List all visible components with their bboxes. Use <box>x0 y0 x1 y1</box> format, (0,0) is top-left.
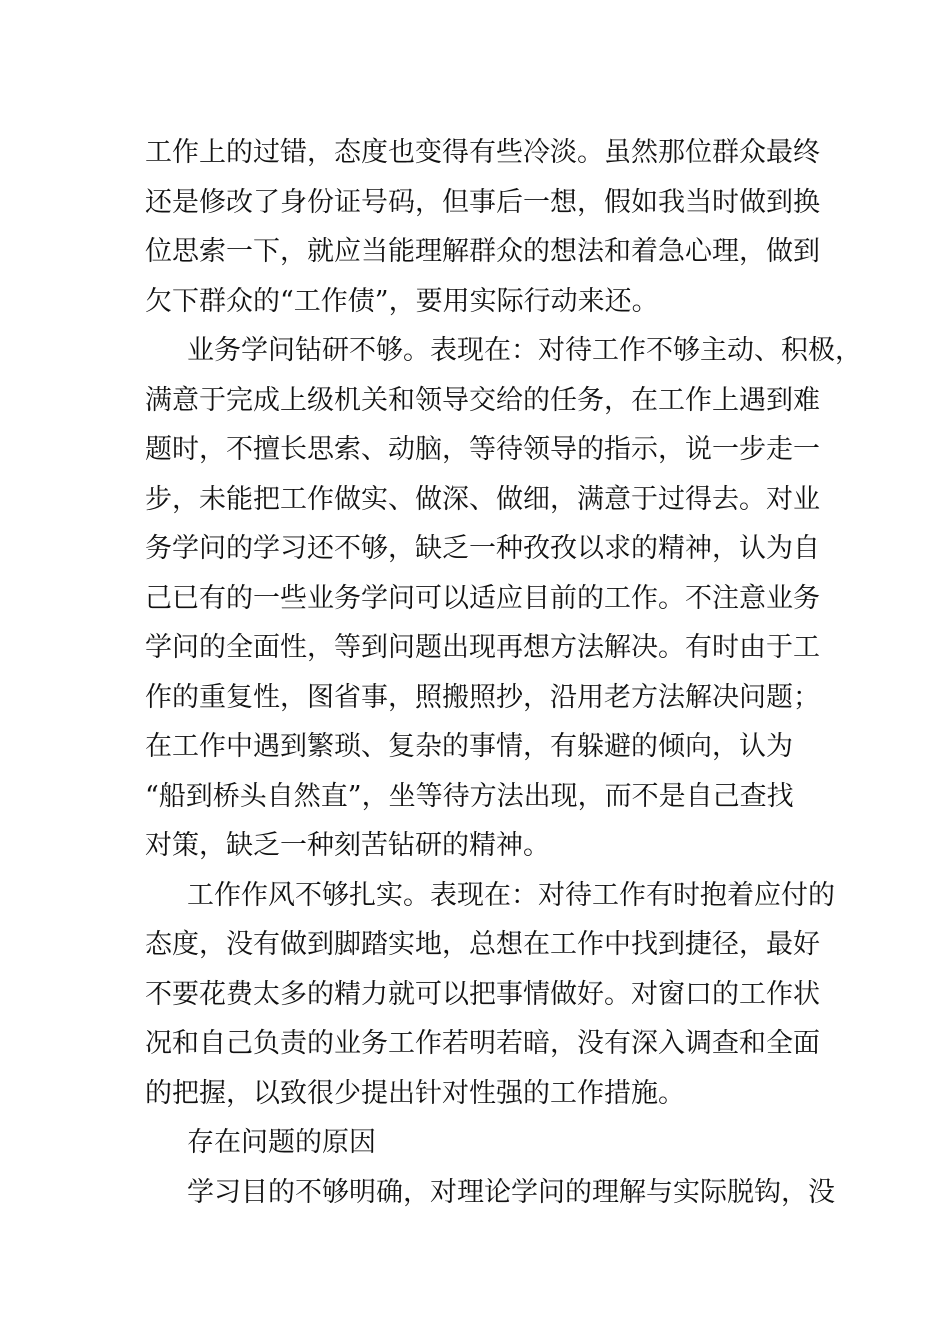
text-line: 欠下群众的“工作债”，要用实际行动来还。 <box>145 285 659 317</box>
text-line: 题时，不擅长思索、动脑，等待领导的指示，说一步走一 <box>145 434 820 465</box>
text-line: 学问的全面性，等到问题出现再想方法解决。有时由于工 <box>145 632 820 663</box>
text-line: 步，未能把工作做实、做深、做细，满意于过得去。对业 <box>145 483 820 515</box>
document-body <box>145 128 862 1217</box>
text-line: 位思索一下，就应当能理解群众的想法和着急心理，做到 <box>145 236 820 267</box>
paragraph-start-line: 学习目的不够明确，对理论学问的理解与实际脱钩，没 <box>187 1176 835 1208</box>
text-line: 还是修改了身份证号码，但事后一想，假如我当时做到换 <box>145 186 820 218</box>
text-line: 的把握，以致很少提出针对性强的工作措施。 <box>145 1077 685 1109</box>
text-line: 作的重复性，图省事，照搬照抄，沿用老方法解决问题； <box>145 681 820 713</box>
text-line: “船到桥头自然直”，坐等待方法出现，而不是自己查找 <box>145 780 794 812</box>
text-line: 满意于完成上级机关和领导交给的任务，在工作上遇到难 <box>145 384 820 416</box>
text-line: 态度，没有做到脚踏实地，总想在工作中找到捷径，最好 <box>145 929 820 960</box>
section-heading: 存在问题的原因 <box>187 1127 376 1158</box>
text-line: 己已有的一些业务学问可以适应目前的工作。不注意业务 <box>145 582 820 614</box>
text-line: 务学问的学习还不够，缺乏一种孜孜以求的精神，认为自 <box>145 533 820 564</box>
text-line: 对策，缺乏一种刻苦钻研的精神。 <box>145 830 550 861</box>
paragraph-start-line: 业务学问钻研不够。表现在：对待工作不够主动、积极， <box>187 335 862 366</box>
paragraph-start-line: 工作作风不够扎实。表现在：对待工作有时抱着应付的 <box>187 879 835 911</box>
text-line: 不要花费太多的精力就可以把事情做好。对窗口的工作状 <box>145 978 820 1010</box>
text-line: 况和自己负责的业务工作若明若暗，没有深入调查和全面 <box>145 1028 820 1059</box>
text-line: 在工作中遇到繁琐、复杂的事情，有躲避的倾向，认为 <box>145 731 793 762</box>
text-line: 工作上的过错，态度也变得有些冷淡。虽然那位群众最终 <box>145 137 820 168</box>
